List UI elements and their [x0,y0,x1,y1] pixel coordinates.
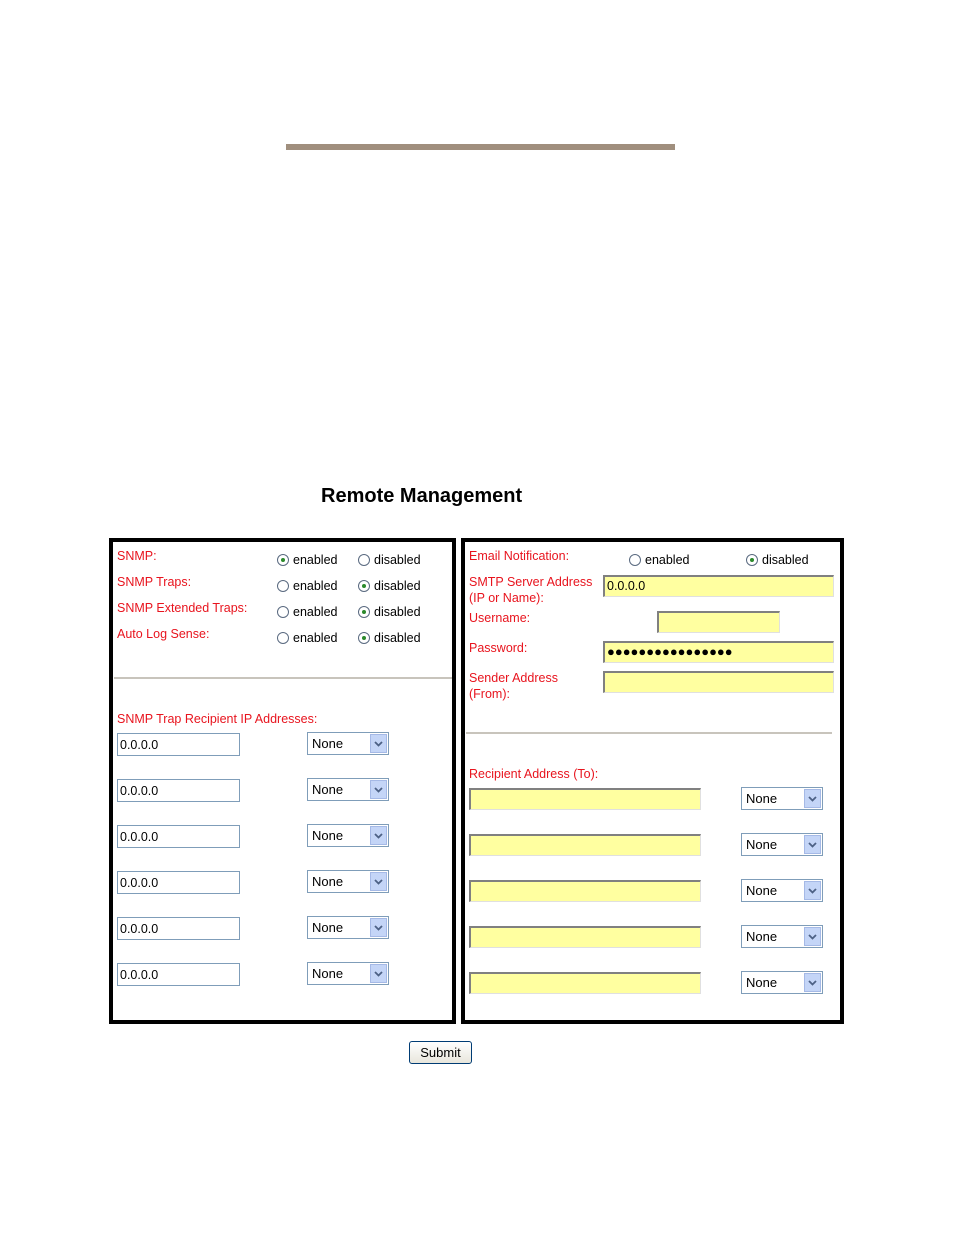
divider [466,732,832,734]
email-enabled-radio[interactable] [629,553,690,567]
chevron-down-icon [804,927,821,946]
snmp-recipient-ip-input[interactable]: 0.0.0.0 [117,917,240,940]
recipient-select[interactable] [741,833,823,856]
snmp-recipient-ip-input[interactable]: 0.0.0.0 [117,779,240,802]
recipient-address-input[interactable] [469,880,701,902]
select-value: None [746,883,778,898]
recipient-select[interactable] [741,971,823,994]
snmp-traps-label: SNMP Traps: [117,575,192,589]
recipient-address-label: Recipient Address (To): [469,767,599,781]
radio-icon [277,632,289,644]
recipient-address-input[interactable] [469,834,701,856]
divider [114,677,452,679]
chevron-down-icon [370,964,387,983]
radio-label: enabled [293,553,338,567]
chevron-down-icon [370,734,387,753]
chevron-down-icon [370,826,387,845]
snmp-disabled-radio[interactable] [358,553,421,567]
snmp-label: SNMP: [117,549,157,563]
chevron-down-icon [370,872,387,891]
recipient-address-input[interactable] [469,972,701,994]
select-value: None [312,966,344,981]
snmp-traps-enabled-radio[interactable] [277,579,338,593]
password-input[interactable]: ●●●●●●●●●●●●●●●● [603,641,834,663]
snmp-recipient-ip-input[interactable]: 0.0.0.0 [117,963,240,986]
snmp-recipient-select[interactable] [307,962,389,985]
select-value: None [312,736,344,751]
smtp-server-input[interactable]: 0.0.0.0 [603,575,834,597]
submit-button[interactable]: Submit [409,1041,472,1064]
radio-label: enabled [293,579,338,593]
auto-log-sense-label: Auto Log Sense: [117,627,210,641]
radio-icon [358,632,370,644]
username-input[interactable] [657,611,780,633]
snmp-recipient-select[interactable] [307,916,389,939]
snmp-recipient-select[interactable] [307,732,389,755]
radio-label: enabled [293,605,338,619]
select-value: None [312,920,344,935]
snmp-extended-traps-label: SNMP Extended Traps: [117,601,248,615]
radio-label: disabled [374,553,421,567]
radio-icon [277,606,289,618]
radio-icon [358,606,370,618]
chevron-down-icon [804,881,821,900]
header-rule [286,144,675,150]
radio-label: disabled [374,631,421,645]
chevron-down-icon [804,835,821,854]
recipient-select[interactable] [741,879,823,902]
smtp-label-line1: SMTP Server Address [469,575,593,589]
select-value: None [312,782,344,797]
select-value: None [312,874,344,889]
radio-label: disabled [762,553,809,567]
page-title: Remote Management [321,485,523,507]
smtp-label [469,574,592,606]
snmp-recipient-select[interactable] [307,824,389,847]
snmp-recipient-ip-input[interactable]: 0.0.0.0 [117,825,240,848]
radio-icon [358,554,370,566]
radio-label: disabled [374,579,421,593]
recipient-address-input[interactable] [469,788,701,810]
auto-log-disabled-radio[interactable] [358,631,421,645]
snmp-recipient-ip-input[interactable]: 0.0.0.0 [117,871,240,894]
radio-label: enabled [293,631,338,645]
radio-icon [277,580,289,592]
radio-icon [358,580,370,592]
radio-icon [629,554,641,566]
chevron-down-icon [804,789,821,808]
select-value: None [746,837,778,852]
sender-label-line1: Sender Address [469,671,558,685]
smtp-label-line2: (IP or Name): [469,591,544,605]
select-value: None [746,975,778,990]
radio-label: enabled [645,553,690,567]
recipient-select[interactable] [741,787,823,810]
select-value: None [746,929,778,944]
snmp-enabled-radio[interactable] [277,553,338,567]
snmp-recipients-label: SNMP Trap Recipient IP Addresses: [117,712,318,726]
sender-address-input[interactable] [603,671,834,693]
email-panel [461,538,844,1024]
snmp-panel [109,538,456,1024]
chevron-down-icon [370,780,387,799]
password-label: Password: [469,641,528,655]
snmp-recipient-select[interactable] [307,870,389,893]
chevron-down-icon [370,918,387,937]
recipient-address-input[interactable] [469,926,701,948]
recipient-select[interactable] [741,925,823,948]
select-value: None [746,791,778,806]
auto-log-enabled-radio[interactable] [277,631,338,645]
snmp-recipient-ip-input[interactable]: 0.0.0.0 [117,733,240,756]
username-label: Username: [469,611,531,625]
sender-label [469,670,558,702]
email-notification-label: Email Notification: [469,549,570,563]
chevron-down-icon [804,973,821,992]
snmp-extended-disabled-radio[interactable] [358,605,421,619]
sender-label-line2: (From): [469,687,510,701]
snmp-recipient-select[interactable] [307,778,389,801]
radio-icon [277,554,289,566]
radio-label: disabled [374,605,421,619]
select-value: None [312,828,344,843]
radio-icon [746,554,758,566]
snmp-traps-disabled-radio[interactable] [358,579,421,593]
snmp-extended-enabled-radio[interactable] [277,605,338,619]
email-disabled-radio[interactable] [746,553,809,567]
